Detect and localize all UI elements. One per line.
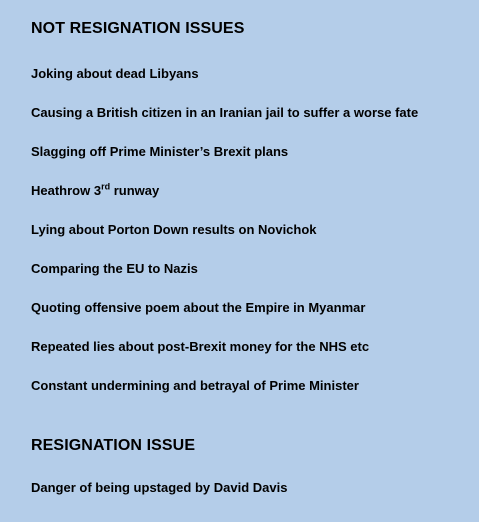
heathrow-prefix: Heathrow 3	[31, 183, 102, 198]
list-item: Constant undermining and betrayal of Prime Minister	[31, 378, 359, 393]
list-item: Slagging off Prime Minister’s Brexit plans	[31, 144, 289, 159]
list-item: Repeated lies about post-Brexit money for the NHS etc	[31, 339, 370, 354]
not-resignation-section	[31, 19, 479, 394]
list-item: Danger of being upstaged by David Davis	[31, 480, 288, 495]
not-resignation-list	[31, 65, 479, 394]
resignation-section	[31, 436, 479, 496]
heathrow-suffix: runway	[110, 183, 160, 198]
list-item: Lying about Porton Down results on Novichok	[31, 222, 317, 237]
list-item-heathrow	[31, 182, 479, 199]
list-item: Causing a British citizen in an Iranian jail to suffer a worse fate	[31, 105, 419, 120]
not-resignation-heading: NOT RESIGNATION ISSUES	[31, 20, 245, 37]
list-item: Joking about dead Libyans	[31, 66, 199, 81]
list-item: Quoting offensive poem about the Empire in Myanmar	[31, 300, 366, 315]
list-item: Comparing the EU to Nazis	[31, 261, 198, 276]
resignation-heading: RESIGNATION ISSUE	[31, 437, 196, 454]
resignation-list	[31, 479, 479, 496]
ordinal-superscript: rd	[101, 181, 111, 192]
